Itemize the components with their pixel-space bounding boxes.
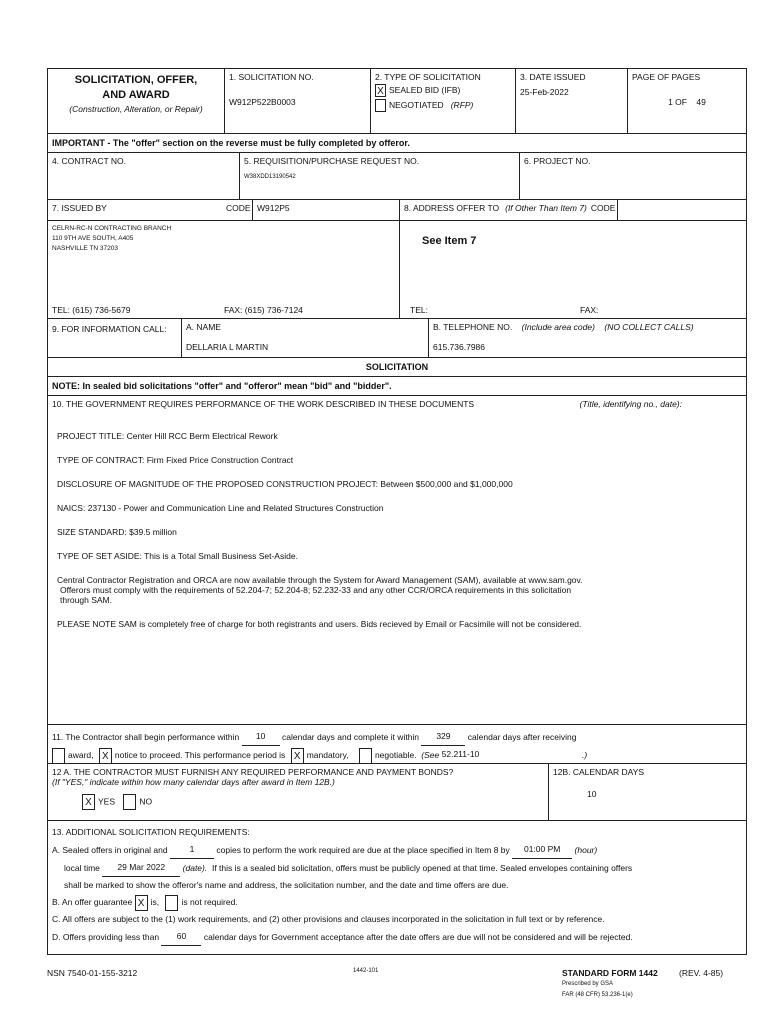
mandatory-label: mandatory, (306, 750, 349, 760)
notice-checkbox[interactable]: X (99, 748, 112, 764)
telephone-value[interactable]: 615.736.7986 (433, 342, 485, 352)
date-issued-value[interactable]: 25-Feb-2022 (520, 87, 569, 97)
title-subtitle: (Construction, Alteration, or Repair) (69, 104, 203, 114)
see-clause-field[interactable]: 52.211-10 (442, 746, 580, 764)
block-13a-text1: A. Sealed offers in original and (52, 845, 168, 855)
block-12a-note: (If "YES," indicate within how many calendar days after award in Item 12B.) (52, 777, 335, 787)
prescribed-by: Prescribed by GSA (562, 981, 614, 987)
mandatory-checkbox[interactable]: X (291, 748, 304, 764)
block-11-text3: calendar days after receiving (467, 732, 577, 742)
acceptance-days-field[interactable]: 60 (161, 928, 201, 946)
name-value[interactable]: DELLARIA L MARTIN (186, 342, 269, 352)
form-revision: (REV. 4-85) (679, 968, 724, 978)
contract-type: TYPE OF CONTRACT: Firm Fixed Price Construction Contract (57, 455, 294, 465)
solicitation-no-value[interactable]: W912P522B0003 (229, 97, 296, 107)
guarantee-isnot-label: is not required. (181, 897, 238, 907)
telephone-label: B. TELEPHONE NO. (433, 322, 513, 332)
telephone-note1: (Include area code) (521, 322, 595, 332)
type-label: 2. TYPE OF SOLICITATION (375, 72, 481, 82)
guarantee-is-checkbox[interactable]: X (135, 895, 148, 911)
block-10-label: 10. THE GOVERNMENT REQUIRES PERFORMANCE OF THE WORK DESCRIBED IN THESE DOCUMENTS (52, 399, 475, 409)
address-offer-cell (400, 200, 746, 318)
solicitation-heading: SOLICITATION (365, 362, 429, 372)
issued-by-label: 7. ISSUED BY (52, 203, 107, 213)
telephone-cell (429, 319, 746, 357)
award-checkbox[interactable] (52, 748, 65, 764)
sam-line2: Offerors must comply with the requirements of 52.204-7; 52.204-8; 52.232-33 and any other CCR/ORCA requirements in this solicitation (60, 585, 572, 595)
block-13a-text2: copies to perform the work required are due at the place specified in Item 8 by (216, 845, 510, 855)
award-label: award, (68, 750, 94, 760)
project-no-label: 6. PROJECT NO. (524, 156, 591, 166)
copies-field[interactable]: 1 (170, 841, 214, 859)
negotiated-label: NEGOTIATED (389, 99, 444, 110)
address-offer-label: 8. ADDRESS OFFER TO (404, 203, 500, 213)
block-12a (48, 764, 549, 820)
header-row (48, 69, 746, 134)
requisition-cell (240, 153, 520, 199)
issuer-tel: TEL: (615) 736-5679 (52, 305, 131, 315)
block-10-note: (Title, identifying no., date): (579, 399, 682, 409)
sealed-bid-checkbox[interactable]: X (375, 84, 386, 97)
block-11-row (48, 725, 746, 764)
block-12a-label: 12 A. THE CONTRACTOR MUST FURNISH ANY REQUIRED PERFORMANCE AND PAYMENT BONDS? (52, 767, 454, 777)
negotiable-checkbox[interactable] (359, 748, 372, 764)
block-13a-text5: shall be marked to show the offeror's name and address, the solicitation number, and the date and time offers are due. (64, 880, 509, 890)
form-code: 1442-101 (353, 968, 379, 974)
requisition-label: 5. REQUISITION/PURCHASE REQUEST NO. (244, 156, 420, 166)
page-value: 1 OF 49 (668, 97, 706, 107)
sealed-bid-label: SEALED BID (IFB) (389, 84, 461, 95)
rfp-label: (RFP) (450, 99, 474, 110)
name-cell (182, 319, 429, 357)
block-13 (48, 821, 746, 954)
size-standard: SIZE STANDARD: $39.5 million (57, 527, 177, 537)
issuer-fax: FAX: (615) 736-7124 (224, 305, 303, 315)
magnitude: DISCLOSURE OF MAGNITUDE OF THE PROPOSED CONSTRUCTION PROJECT: Between $500,000 and $1,000,000 (57, 479, 513, 489)
block-13b-text: B. An offer guarantee (52, 897, 133, 907)
block-10 (48, 396, 746, 724)
block-12b-value[interactable]: 10 (587, 789, 597, 799)
block-12b (549, 764, 746, 820)
project-title: PROJECT TITLE: Center Hill RCC Berm Electrical Rework (57, 431, 278, 441)
issuer-line3: NASHVILLE TN 37203 (52, 245, 118, 252)
bonds-yes-checkbox[interactable]: X (82, 794, 95, 810)
address-code-value[interactable] (617, 200, 746, 220)
form-title (48, 69, 225, 133)
see-label: (See (421, 750, 440, 760)
negotiated-checkbox[interactable] (375, 99, 386, 112)
begin-days-field[interactable]: 10 (242, 728, 280, 746)
note-row (48, 377, 746, 396)
complete-days-field[interactable]: 329 (421, 728, 465, 746)
block-11-text1: 11. The Contractor shall begin performance within (52, 732, 240, 742)
address-tel: TEL: (410, 305, 428, 315)
issued-code-value[interactable]: W912P5 (252, 200, 399, 220)
block-13-label: 13. ADDITIONAL SOLICITATION REQUIREMENTS: (52, 827, 250, 837)
date-label: (date). (182, 863, 208, 873)
due-time-field[interactable]: 01:00 PM (512, 841, 572, 859)
page-count-cell (628, 69, 746, 133)
bonds-no-label: NO (139, 796, 153, 807)
issued-code-label: CODE (226, 203, 251, 213)
block-13a-text4: If this is a sealed bid solicitation, offers must be publicly opened at that time. Sealed envelopes containing offers (211, 863, 633, 873)
block-10-row (48, 396, 746, 725)
address-fax: FAX: (580, 305, 599, 315)
nsn-number: NSN 7540-01-155-3212 (47, 968, 138, 978)
date-issued-label: 3. DATE ISSUED (520, 72, 586, 82)
solicitation-no-cell (225, 69, 371, 133)
bonds-no-checkbox[interactable] (123, 794, 136, 810)
block-13d-text1: D. Offers providing less than (52, 932, 160, 942)
guarantee-is-label: is, (150, 897, 160, 907)
contract-row (48, 153, 746, 200)
contract-no-label: 4. CONTRACT NO. (48, 153, 240, 199)
issued-by-cell (48, 200, 400, 318)
sam-line3: through SAM. (60, 595, 112, 605)
date-issued-cell (516, 69, 628, 133)
block-13d-text2: calendar days for Government acceptance after the date offers are due will not be considered and will be rejected. (203, 932, 633, 942)
issuer-line1: CELRN-RC-N CONTRACTING BRANCH (52, 225, 172, 232)
naics: NAICS: 237130 - Power and Communication Line and Related Structures Construction (57, 503, 384, 513)
issued-by-row (48, 200, 746, 319)
block-13c-text: C. All offers are subject to the (1) work requirements, and (2) other provisions and clauses incorporated in the solicitation in full text or by reference. (52, 914, 605, 924)
title-line2: AND AWARD (102, 89, 170, 101)
important-note: IMPORTANT - The "offer" section on the reverse must be fully completed by offeror. (52, 138, 410, 148)
guarantee-isnot-checkbox[interactable] (165, 895, 178, 911)
address-offer-note: (If Other Than Item 7) (505, 203, 587, 213)
block-12-row (48, 764, 746, 821)
type-of-solicitation-cell (371, 69, 516, 133)
local-time-label: local time (64, 863, 100, 873)
sam-note: PLEASE NOTE SAM is completely free of charge for both registrants and users. Bids recieved by Email or Facsimile will not be considered. (57, 619, 582, 629)
information-row (48, 319, 746, 358)
block-11-text2: calendar days and complete it within (282, 732, 420, 742)
requisition-value[interactable]: W38XDD13190542 (244, 174, 296, 180)
title-line1: SOLICITATION, OFFER, (74, 74, 198, 86)
solicitation-heading-row (48, 358, 746, 377)
sealed-bid-note: NOTE: In sealed bid solicitations "offer" and "offeror" mean "bid" and "bidder". (52, 381, 392, 391)
sam-line1: Central Contractor Registration and ORCA are now available through the System for Award Management (SAM), available at www.sam.gov. (57, 575, 583, 585)
block-11 (48, 725, 746, 763)
set-aside: TYPE OF SET ASIDE: This is a Total Small Business Set-Aside. (57, 551, 298, 561)
block-13-row (48, 821, 746, 954)
negotiable-label: negotiable. (374, 750, 417, 760)
telephone-note2: (NO COLLECT CALLS) (604, 322, 694, 332)
important-row (48, 134, 746, 153)
notice-label: notice to proceed. This performance period is (114, 750, 286, 760)
solicitation-no-label: 1. SOLICITATION NO. (229, 72, 314, 82)
block-12b-label: 12B. CALENDAR DAYS (553, 767, 645, 777)
issuer-line2: 110 9TH AVE SOUTH, A405 (52, 235, 134, 242)
bonds-yes-label: YES (98, 796, 116, 807)
name-label: A. NAME (186, 322, 221, 332)
address-code-label: CODE (590, 203, 616, 213)
page-label: PAGE OF PAGES (632, 72, 701, 82)
due-date-field[interactable]: 29 Mar 2022 (102, 859, 180, 877)
for-information-label: 9. FOR INFORMATION CALL: (48, 319, 182, 357)
hour-label: (hour) (574, 845, 598, 855)
form-name: STANDARD FORM 1442 (562, 968, 658, 978)
far-reference: FAR (48 CFR) 53.236-1(e) (562, 992, 633, 998)
see-close: .) (582, 750, 588, 760)
see-item-7: See Item 7 (422, 235, 477, 247)
solicitation-form (47, 68, 747, 955)
